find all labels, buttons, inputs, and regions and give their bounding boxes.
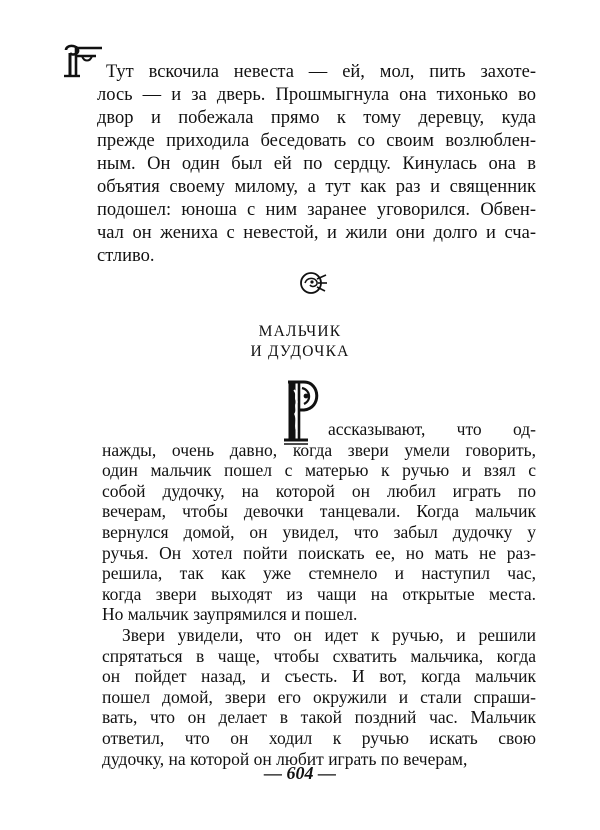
ornate-initial-icon xyxy=(282,378,326,446)
text-line: нажды, очень давно, когда звери умели говорить, xyxy=(102,439,536,460)
text-line: собой дудочку, на которой он любил играть по xyxy=(102,480,536,501)
text-line: двор и побежала прямо к тому деревцу, куда xyxy=(97,108,536,128)
text-line: он пойдет назад, и съесть. И вот, когда мальчик xyxy=(102,666,536,687)
section-vignette-icon xyxy=(298,270,328,296)
text-line: ассказывают, что од- xyxy=(328,419,536,439)
text-line: пошел домой, звери его окружили и стали спраши- xyxy=(102,686,536,707)
text-line: стливо. xyxy=(97,246,155,266)
text-line: подошел: юноша с ним заранее уговорился. Обвен- xyxy=(97,200,536,220)
text-line: вать, что он делает в такой поздний час. Мальчик xyxy=(102,707,536,728)
text-line: вернулся домой, он увидел, что забыл дудочку у xyxy=(102,522,536,542)
corner-ornament-icon xyxy=(62,42,104,78)
text-line: ручья. Он хотел пойти поискать ее, но мать не раз- xyxy=(102,542,536,563)
text-line: прежде приходила беседовать со своим возлюблен- xyxy=(97,131,536,151)
text-line: вечерам, чтобы девочки танцевали. Когда мальчик xyxy=(102,501,536,522)
text-line: решила, так как уже стемнело и наступил час, xyxy=(102,563,536,584)
text-line: Звери увидели, что он идет к ручью, и решили xyxy=(122,625,536,645)
text-line: ответил, что он ходил к ручью искать свою xyxy=(102,728,536,748)
text-line: Тут вскочила невеста — ей, мол, пить захоте- xyxy=(106,62,536,82)
text-line: дудочку, на которой он любит играть по вечерам, xyxy=(102,748,468,769)
text-line: один мальчик пошел с матерью к ручью и взял с xyxy=(102,460,536,481)
text-line: чал он жениха с невестой, и жили они долго и сча- xyxy=(97,223,536,243)
text-line: когда звери выходят из чащи на открытые места. xyxy=(102,583,536,604)
text-line: объятия своему милому, а тут как раз и священник xyxy=(97,177,536,197)
story-title-line-2: И ДУДОЧКА xyxy=(250,343,350,360)
text-line: лось — и за дверь. Прошмыгнула она тихонько во xyxy=(97,85,536,105)
text-line: Но мальчик заупрямился и пошел. xyxy=(102,604,358,625)
text-line-after-initial xyxy=(328,418,536,440)
text-line: ным. Он один был ей по сердцу. Кинулась она в xyxy=(97,154,536,174)
story-title-line-1: МАЛЬЧИК xyxy=(258,323,342,340)
text-line: спрятаться в чаще, чтобы схватить мальчика, когда xyxy=(102,645,536,666)
page-number: — 604 — xyxy=(264,763,336,783)
